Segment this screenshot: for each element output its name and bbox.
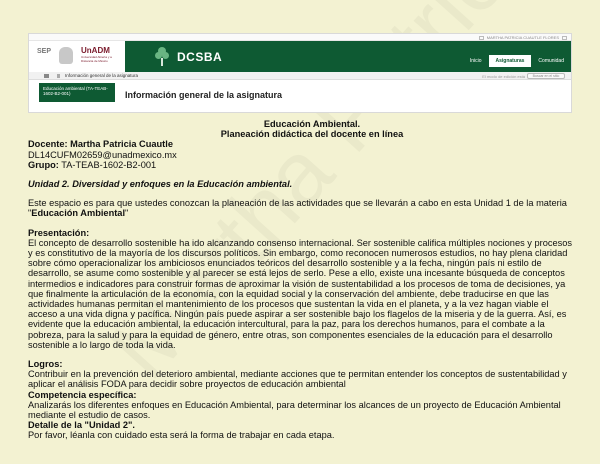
breadcrumb-bar [29,72,572,80]
logros-text: Contribuir en la prevención del deterioro ambiental, mediante acciones que te permitan entender los conceptos de sustentabilidad y aplicar el análisis FODA para decidir sobre proyectos de educación ambiental [28,369,567,390]
page-title: Información general de la asignatura [125,90,283,100]
eagle-logo-icon [59,47,73,64]
doc-title: Educación Ambiental. [263,119,361,129]
nav-asignaturas[interactable]: Asignaturas [489,55,532,67]
breadcrumb[interactable]: Información general de la asignatura [65,73,139,78]
unadm-logo[interactable]: UnADM Universidad Abierta y a Distancia de México [81,46,112,63]
doc-subtitle: Planeación didáctica del docente en línea [220,129,404,140]
logros-heading: Logros: [28,359,63,370]
chevron-down-icon[interactable] [562,36,567,40]
unit-title: Unidad 2. Diversidad y enfoques en la Educación ambiental. [28,179,293,190]
detalle-text: Por favor, léanla con cuidado esta será la forma de trabajar en cada etapa. [28,430,335,441]
sep-logo: SEP [37,48,52,55]
search-input[interactable]: Buscar en el sitio [527,73,565,79]
nav-comunidad[interactable]: Comunidad [538,58,564,64]
docente-line: Docente: Martha Patricia Cuautle [28,139,173,150]
tree-logo-icon [155,47,169,66]
sidebar-item-course[interactable]: Educación ambiental (TA-TEAB-1602-B2-001) [39,83,115,102]
presentacion-heading: Presentación: [28,227,90,238]
grupo-line: Grupo: TA-TEAB-1602-B2-001 [28,159,157,170]
competencia-text: Analizarás los diferentes enfoques en Educación Ambiental, para determinar los alcances de un proyecto de Educación Ambiental mediante el estudio de casos. [28,399,561,421]
brand-header [29,41,572,72]
edit-mode-label: El modo de edición está [482,73,525,79]
page-icon [57,74,60,78]
intro-paragraph: Este espacio es para que ustedes conozcan la planeación de las actividades que se llevarán a cabo en esta Unidad 1 de la materia "Educación Ambiental" [28,198,567,219]
home-icon[interactable] [44,74,49,78]
main-nav [463,55,571,67]
detalle-heading: Detalle de la "Unidad 2". [28,420,135,431]
competencia-heading: Competencia específica: [28,389,137,400]
user-name[interactable]: MARTHA PATRICIA CUAUTLE FLORES [486,35,559,40]
user-bar [29,34,572,41]
app-title[interactable]: DCSBA [177,50,223,64]
course-area [29,80,572,113]
document-body [28,119,576,441]
nav-inicio[interactable]: Inicio [469,58,482,64]
presentacion-text: El concepto de desarrollo sostenible ha ido alcanzando consenso internacional. Ser sostenible califica múltiples nociones y procesos y es constitutivo de la mayoría de los discursos políticos. Sin embargo, como reconocen numerosos estudios, no hay plena claridad sobre cómo operacionalizar los ambiciosos enunciados teóricos del desarrollo sostenible y a la fecha, ningún país ni estilo de desarrollo, se asume como sostenible y al parecer se está lejos de serlo. Pese a ello, existe una incesante búsqueda de conceptos intermedios e indicadores para construir formas de aproximar la visión de sustentabilidad a los procesos de toma de decisiones, ya que finalmente la articulación de la economía, con la equidad social y la conservación del ambiente, debe traducirse en que las actividades humanas permitan el mantenimiento de los procesos que sustentan la vida en el planeta, y a la vez hagan viable el acceso a una vida digna y pacífica. Ningún país puede aspirar a ser sostenible bajo los flagelos de la miseria y de la guerra. Así, es evidente que la educación ambiental, la educación intercultural, para la paz, para los derechos humanos, para el combate a la pobreza, para la salud y para la equidad de género, entre otras, son componentes esenciales de la educación para el desarrollo sostenible a lo largo de toda la vida. [28,237,573,350]
platform-screenshot [28,33,572,113]
docente-email: DL14CUFM02659@unadmexico.mx [28,149,177,160]
user-avatar-icon[interactable] [479,36,484,40]
